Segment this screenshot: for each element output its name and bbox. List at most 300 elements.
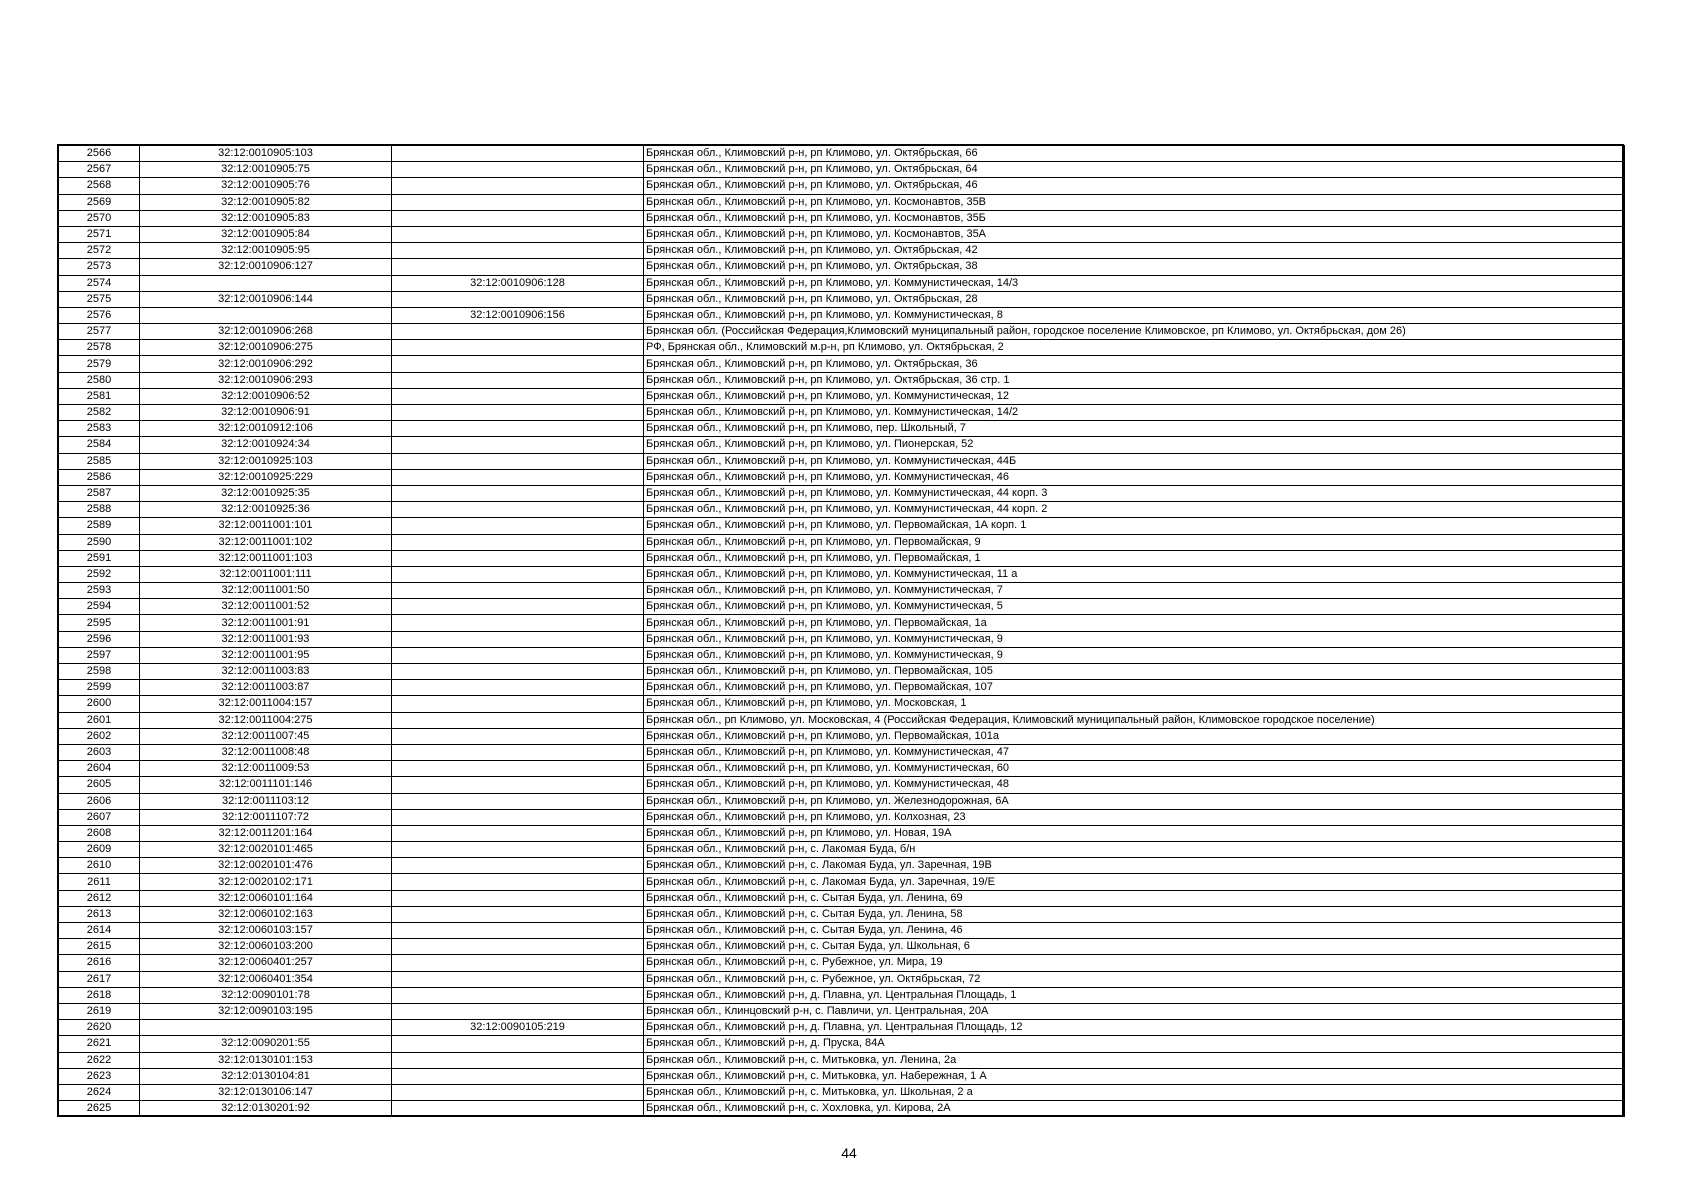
table-row [59,1036,1625,1052]
cadastral-number-cell: 32:12:0011107:72 [140,809,392,825]
cadastral-number-cell: 32:12:0010912:106 [140,421,392,437]
row-number-cell: 2583 [59,421,140,437]
cadastral-number-alt-cell [392,923,644,939]
row-number-cell: 2604 [59,761,140,777]
cadastral-number-alt-cell [392,615,644,631]
cadastral-number-alt-cell [392,1084,644,1100]
cadastral-number-alt-cell [392,599,644,615]
row-number-cell: 2587 [59,485,140,501]
address-cell: Брянская обл., Климовский р-н, рп Климово, пер. Школьный, 7 [644,421,1625,437]
row-number-cell: 2619 [59,1003,140,1019]
row-number-cell: 2586 [59,469,140,485]
row-number-cell: 2582 [59,405,140,421]
cadastral-number-cell: 32:12:0011001:102 [140,534,392,550]
table-row [59,825,1625,841]
table-row [59,324,1625,340]
row-number-cell: 2578 [59,340,140,356]
address-cell: Брянская обл., Климовский р-н, рп Климово, ул. Первомайская, 105 [644,664,1625,680]
cadastral-number-alt-cell [392,453,644,469]
cadastral-number-cell: 32:12:0130106:147 [140,1084,392,1100]
address-cell: Брянская обл., Климовский р-н, рп Климово, ул. Пионерская, 52 [644,437,1625,453]
address-cell: Брянская обл., Климовский р-н, рп Климово, ул. Первомайская, 107 [644,680,1625,696]
row-number-cell: 2580 [59,372,140,388]
address-cell: Брянская обл., Климовский р-н, рп Климово, ул. Колхозная, 23 [644,809,1625,825]
cadastral-number-cell [140,275,392,291]
table-row [59,939,1625,955]
table-row [59,1101,1625,1117]
row-number-cell: 2590 [59,534,140,550]
address-cell: Брянская обл., Климовский р-н, рп Климово, ул. Первомайская, 1А корп. 1 [644,518,1625,534]
table-row [59,469,1625,485]
address-cell: Брянская обл., Климовский р-н, рп Климово, ул. Октябрьская, 46 [644,178,1625,194]
address-cell: Брянская обл. (Российская Федерация,Климовский муниципальный район, городское поселение Климовское, рп Климово, ул. Октябрьская, дом 26) [644,324,1625,340]
cadastral-number-alt-cell: 32:12:0090105:219 [392,1020,644,1036]
address-cell: Брянская обл., Климовский р-н, рп Климово, ул. Коммунистическая, 44Б [644,453,1625,469]
cadastral-number-cell: 32:12:0011001:52 [140,599,392,615]
table-row [59,1020,1625,1036]
table-row [59,453,1625,469]
table-row [59,615,1625,631]
cadastral-number-cell: 32:12:0010906:268 [140,324,392,340]
cadastral-number-cell: 32:12:0011008:48 [140,744,392,760]
cadastral-number-cell: 32:12:0011001:101 [140,518,392,534]
row-number-cell: 2593 [59,583,140,599]
row-number-cell: 2576 [59,307,140,323]
address-cell: Брянская обл., Климовский р-н, рп Климово, ул. Космонавтов, 35А [644,226,1625,242]
row-number-cell: 2622 [59,1052,140,1068]
cadastral-number-cell: 32:12:0090101:78 [140,987,392,1003]
row-number-cell: 2607 [59,809,140,825]
cadastral-number-cell: 32:12:0011003:83 [140,664,392,680]
row-number-cell: 2613 [59,906,140,922]
table-row [59,664,1625,680]
row-number-cell: 2594 [59,599,140,615]
cadastral-number-cell: 32:12:0011001:93 [140,631,392,647]
cadastral-number-cell: 32:12:0010906:293 [140,372,392,388]
cadastral-number-cell: 32:12:0130101:153 [140,1052,392,1068]
table-row [59,194,1625,210]
address-cell: Брянская обл., Климовский р-н, рп Климово, ул. Коммунистическая, 12 [644,388,1625,404]
address-cell: Брянская обл., Климовский р-н, с. Сытая Буда, ул. Ленина, 58 [644,906,1625,922]
cadastral-number-cell: 32:12:0011007:45 [140,728,392,744]
table-row [59,340,1625,356]
row-number-cell: 2566 [59,146,140,162]
cadastral-number-cell: 32:12:0060103:200 [140,939,392,955]
row-number-cell: 2589 [59,518,140,534]
address-cell: Брянская обл., Климовский р-н, с. Хохловка, ул. Кирова, 2А [644,1101,1625,1117]
cadastral-number-alt-cell [392,162,644,178]
row-number-cell: 2614 [59,923,140,939]
row-number-cell: 2625 [59,1101,140,1117]
address-cell: Брянская обл., Климовский р-н, рп Климово, ул. Первомайская, 101а [644,728,1625,744]
cadastral-number-cell: 32:12:0010906:275 [140,340,392,356]
table-row [59,437,1625,453]
table-row [59,647,1625,663]
table-row [59,987,1625,1003]
table-row [59,599,1625,615]
cadastral-number-alt-cell [392,728,644,744]
table-row [59,162,1625,178]
cadastral-number-cell: 32:12:0011201:164 [140,825,392,841]
cadastral-number-cell: 32:12:0011001:50 [140,583,392,599]
row-number-cell: 2570 [59,210,140,226]
table-row [59,307,1625,323]
row-number-cell: 2585 [59,453,140,469]
cadastral-number-cell: 32:12:0010905:83 [140,210,392,226]
address-cell: Брянская обл., Климовский р-н, рп Климово, ул. Октябрьская, 42 [644,243,1625,259]
table-row [59,923,1625,939]
address-cell: Брянская обл., Климовский р-н, с. Лакомая Буда, б/н [644,842,1625,858]
address-cell: Брянская обл., Климовский р-н, рп Климово, ул. Коммунистическая, 47 [644,744,1625,760]
cadastral-number-alt-cell [392,405,644,421]
table-row [59,761,1625,777]
address-cell: Брянская обл., Климовский р-н, рп Климово, ул. Октябрьская, 36 [644,356,1625,372]
address-cell: РФ, Брянская обл., Климовский м.р-н, рп Климово, ул. Октябрьская, 2 [644,340,1625,356]
cadastral-number-cell: 32:12:0011101:146 [140,777,392,793]
cadastral-number-alt-cell [392,421,644,437]
address-cell: Брянская обл., Климовский р-н, рп Климово, ул. Космонавтов, 35Б [644,210,1625,226]
cadastral-number-cell [140,307,392,323]
address-cell: Брянская обл., Климовский р-н, с. Сытая Буда, ул. Школьная, 6 [644,939,1625,955]
row-number-cell: 2600 [59,696,140,712]
cadastral-number-cell: 32:12:0130104:81 [140,1068,392,1084]
cadastral-number-cell: 32:12:0010906:292 [140,356,392,372]
address-cell: Брянская обл., Климовский р-н, рп Климово, ул. Первомайская, 9 [644,534,1625,550]
row-number-cell: 2624 [59,1084,140,1100]
cadastral-number-cell: 32:12:0011103:12 [140,793,392,809]
cadastral-number-alt-cell [392,485,644,501]
cadastral-number-alt-cell [392,146,644,162]
address-cell: Брянская обл., Климовский р-н, с. Рубежное, ул. Октябрьская, 72 [644,971,1625,987]
address-cell: Брянская обл., Климовский р-н, рп Климово, ул. Коммунистическая, 9 [644,647,1625,663]
address-cell: Брянская обл., Климовский р-н, д. Пруска, 84А [644,1036,1625,1052]
row-number-cell: 2618 [59,987,140,1003]
row-number-cell: 2617 [59,971,140,987]
row-number-cell: 2584 [59,437,140,453]
table-row [59,550,1625,566]
row-number-cell: 2592 [59,566,140,582]
table-row [59,243,1625,259]
table-row [59,372,1625,388]
row-number-cell: 2601 [59,712,140,728]
row-number-cell: 2598 [59,664,140,680]
table-row [59,502,1625,518]
table-row [59,728,1625,744]
page-number: 44 [841,1145,857,1161]
row-number-cell: 2623 [59,1068,140,1084]
cadastral-number-alt-cell [392,550,644,566]
row-number-cell: 2608 [59,825,140,841]
row-number-cell: 2597 [59,647,140,663]
table-row [59,356,1625,372]
table-row [59,210,1625,226]
address-cell: Брянская обл., Климовский р-н, рп Климово, ул. Коммунистическая, 46 [644,469,1625,485]
address-cell: Брянская обл., Климовский р-н, д. Плавна, ул. Центральная Площадь, 1 [644,987,1625,1003]
row-number-cell: 2605 [59,777,140,793]
registry-table [58,145,1625,1117]
table-row [59,955,1625,971]
row-number-cell: 2596 [59,631,140,647]
cadastral-number-alt-cell [392,324,644,340]
address-cell: Брянская обл., Климовский р-н, рп Климово, ул. Коммунистическая, 44 корп. 3 [644,485,1625,501]
table-row [59,259,1625,275]
cadastral-number-alt-cell [392,291,644,307]
cadastral-number-cell: 32:12:0011001:111 [140,566,392,582]
table-row [59,971,1625,987]
cadastral-number-alt-cell [392,566,644,582]
cadastral-number-cell: 32:12:0011001:95 [140,647,392,663]
cadastral-number-alt-cell [392,178,644,194]
address-cell: Брянская обл., Климовский р-н, рп Климово, ул. Коммунистическая, 5 [644,599,1625,615]
table-row [59,712,1625,728]
address-cell: Брянская обл., Клинцовский р-н, с. Павличи, ул. Центральная, 20А [644,1003,1625,1019]
table-row [59,1003,1625,1019]
row-number-cell: 2574 [59,275,140,291]
cadastral-number-cell: 32:12:0010906:127 [140,259,392,275]
row-number-cell: 2568 [59,178,140,194]
cadastral-number-alt-cell [392,664,644,680]
address-cell: Брянская обл., Климовский р-н, рп Климово, ул. Октябрьская, 64 [644,162,1625,178]
cadastral-number-alt-cell [392,874,644,890]
cadastral-number-alt-cell [392,971,644,987]
row-number-cell: 2621 [59,1036,140,1052]
cadastral-number-alt-cell [392,647,644,663]
table-row [59,874,1625,890]
cadastral-number-cell: 32:12:0060401:354 [140,971,392,987]
table-row [59,890,1625,906]
address-cell: Брянская обл., Климовский р-н, рп Климово, ул. Московская, 1 [644,696,1625,712]
cadastral-number-alt-cell [392,210,644,226]
cadastral-number-alt-cell [392,842,644,858]
cadastral-number-cell: 32:12:0010925:35 [140,485,392,501]
cadastral-number-cell: 32:12:0060401:257 [140,955,392,971]
cadastral-number-cell: 32:12:0010906:52 [140,388,392,404]
cadastral-number-cell: 32:12:0020101:465 [140,842,392,858]
address-cell: Брянская обл., Климовский р-н, с. Лакомая Буда, ул. Заречная, 19/Е [644,874,1625,890]
address-cell: Брянская обл., Климовский р-н, с. Рубежное, ул. Мира, 19 [644,955,1625,971]
address-cell: Брянская обл., Климовский р-н, с. Лакомая Буда, ул. Заречная, 19В [644,858,1625,874]
table-row [59,809,1625,825]
cadastral-number-alt-cell [392,437,644,453]
cadastral-number-cell: 32:12:0011003:87 [140,680,392,696]
table-row [59,680,1625,696]
table-row [59,906,1625,922]
cadastral-number-alt-cell [392,939,644,955]
cadastral-number-cell: 32:12:0090201:55 [140,1036,392,1052]
cadastral-number-alt-cell [392,226,644,242]
cadastral-number-alt-cell [392,955,644,971]
cadastral-number-cell: 32:12:0010905:84 [140,226,392,242]
row-number-cell: 2573 [59,259,140,275]
table-row [59,388,1625,404]
address-cell: Брянская обл., Климовский р-н, рп Климово, ул. Первомайская, 1а [644,615,1625,631]
table-row [59,744,1625,760]
cadastral-number-alt-cell [392,1068,644,1084]
table-row [59,631,1625,647]
cadastral-number-alt-cell: 32:12:0010906:128 [392,275,644,291]
cadastral-number-cell: 32:12:0060102:163 [140,906,392,922]
cadastral-number-cell: 32:12:0010925:103 [140,453,392,469]
row-number-cell: 2599 [59,680,140,696]
address-cell: Брянская обл., Климовский р-н, с. Сытая Буда, ул. Ленина, 46 [644,923,1625,939]
cadastral-number-cell [140,1020,392,1036]
table-row [59,485,1625,501]
row-number-cell: 2569 [59,194,140,210]
address-cell: Брянская обл., Климовский р-н, с. Сытая Буда, ул. Ленина, 69 [644,890,1625,906]
row-number-cell: 2567 [59,162,140,178]
cadastral-number-alt-cell [392,469,644,485]
row-number-cell: 2575 [59,291,140,307]
address-cell: Брянская обл., Климовский р-н, д. Плавна, ул. Центральная Площадь, 12 [644,1020,1625,1036]
table-row [59,566,1625,582]
table-row [59,291,1625,307]
row-number-cell: 2581 [59,388,140,404]
table-row [59,405,1625,421]
cadastral-number-cell: 32:12:0060101:164 [140,890,392,906]
table-row [59,793,1625,809]
cadastral-number-alt-cell [392,518,644,534]
cadastral-number-cell: 32:12:0011001:103 [140,550,392,566]
cadastral-number-alt-cell [392,388,644,404]
cadastral-number-alt-cell [392,680,644,696]
row-number-cell: 2588 [59,502,140,518]
table-row [59,226,1625,242]
address-cell: Брянская обл., Климовский р-н, рп Климово, ул. Коммунистическая, 48 [644,777,1625,793]
row-number-cell: 2603 [59,744,140,760]
table-row [59,696,1625,712]
cadastral-number-alt-cell [392,744,644,760]
cadastral-number-cell: 32:12:0020101:476 [140,858,392,874]
address-cell: Брянская обл., Климовский р-н, рп Климово, ул. Октябрьская, 36 стр. 1 [644,372,1625,388]
cadastral-number-cell: 32:12:0011001:91 [140,615,392,631]
address-cell: Брянская обл., рп Климово, ул. Московская, 4 (Российская Федерация, Климовский муниципальный район, Климовское городское поселение) [644,712,1625,728]
row-number-cell: 2612 [59,890,140,906]
cadastral-number-alt-cell [392,777,644,793]
cadastral-number-alt-cell [392,356,644,372]
table-body [59,146,1625,1117]
cadastral-number-alt-cell: 32:12:0010906:156 [392,307,644,323]
address-cell: Брянская обл., Климовский р-н, с. Митьковка, ул. Школьная, 2 а [644,1084,1625,1100]
cadastral-number-cell: 32:12:0010906:91 [140,405,392,421]
address-cell: Брянская обл., Климовский р-н, рп Климово, ул. Первомайская, 1 [644,550,1625,566]
row-number-cell: 2620 [59,1020,140,1036]
cadastral-number-cell: 32:12:0130201:92 [140,1101,392,1117]
address-cell: Брянская обл., Климовский р-н, рп Климово, ул. Октябрьская, 38 [644,259,1625,275]
cadastral-number-cell: 32:12:0010905:103 [140,146,392,162]
cadastral-number-alt-cell [392,858,644,874]
row-number-cell: 2595 [59,615,140,631]
address-cell: Брянская обл., Климовский р-н, рп Климово, ул. Октябрьская, 66 [644,146,1625,162]
cadastral-number-alt-cell [392,1003,644,1019]
cadastral-number-cell: 32:12:0090103:195 [140,1003,392,1019]
address-cell: Брянская обл., Климовский р-н, рп Климово, ул. Коммунистическая, 7 [644,583,1625,599]
table-row [59,275,1625,291]
cadastral-number-alt-cell [392,712,644,728]
row-number-cell: 2615 [59,939,140,955]
cadastral-number-cell: 32:12:0010925:229 [140,469,392,485]
table-row [59,1068,1625,1084]
row-number-cell: 2577 [59,324,140,340]
row-number-cell: 2579 [59,356,140,372]
table-row [59,178,1625,194]
address-cell: Брянская обл., Климовский р-н, с. Митьковка, ул. Ленина, 2а [644,1052,1625,1068]
cadastral-number-cell: 32:12:0010924:34 [140,437,392,453]
table-row [59,1084,1625,1100]
cadastral-number-alt-cell [392,906,644,922]
cadastral-number-alt-cell [392,631,644,647]
row-number-cell: 2616 [59,955,140,971]
cadastral-number-cell: 32:12:0010906:144 [140,291,392,307]
cadastral-number-cell: 32:12:0011004:275 [140,712,392,728]
table-row [59,421,1625,437]
cadastral-number-alt-cell [392,243,644,259]
row-number-cell: 2611 [59,874,140,890]
cadastral-number-alt-cell [392,340,644,356]
cadastral-number-alt-cell [392,761,644,777]
address-cell: Брянская обл., Климовский р-н, рп Климово, ул. Коммунистическая, 9 [644,631,1625,647]
address-cell: Брянская обл., Климовский р-н, рп Климово, ул. Коммунистическая, 14/2 [644,405,1625,421]
cadastral-number-alt-cell [392,1036,644,1052]
cadastral-number-alt-cell [392,696,644,712]
cadastral-number-alt-cell [392,534,644,550]
cadastral-number-alt-cell [392,825,644,841]
cadastral-number-cell: 32:12:0011004:157 [140,696,392,712]
table-row [59,1052,1625,1068]
row-number-cell: 2571 [59,226,140,242]
cadastral-number-alt-cell [392,809,644,825]
row-number-cell: 2610 [59,858,140,874]
cadastral-number-alt-cell [392,793,644,809]
table-row [59,858,1625,874]
cadastral-number-alt-cell [392,259,644,275]
cadastral-number-cell: 32:12:0010905:82 [140,194,392,210]
address-cell: Брянская обл., Климовский р-н, рп Климово, ул. Коммунистическая, 8 [644,307,1625,323]
cadastral-number-cell: 32:12:0010925:36 [140,502,392,518]
table-row [59,583,1625,599]
address-cell: Брянская обл., Климовский р-н, рп Климово, ул. Коммунистическая, 11 а [644,566,1625,582]
cadastral-number-alt-cell [392,890,644,906]
table-row [59,777,1625,793]
address-cell: Брянская обл., Климовский р-н, рп Климово, ул. Новая, 19А [644,825,1625,841]
cadastral-number-cell: 32:12:0010905:76 [140,178,392,194]
address-cell: Брянская обл., Климовский р-н, рп Климово, ул. Октябрьская, 28 [644,291,1625,307]
cadastral-number-cell: 32:12:0011009:53 [140,761,392,777]
row-number-cell: 2606 [59,793,140,809]
cadastral-number-alt-cell [392,987,644,1003]
table-row [59,842,1625,858]
cadastral-number-alt-cell [392,502,644,518]
cadastral-number-cell: 32:12:0020102:171 [140,874,392,890]
cadastral-number-cell: 32:12:0010905:75 [140,162,392,178]
row-number-cell: 2602 [59,728,140,744]
cadastral-number-alt-cell [392,372,644,388]
address-cell: Брянская обл., Климовский р-н, рп Климово, ул. Коммунистическая, 60 [644,761,1625,777]
address-cell: Брянская обл., Климовский р-н, с. Митьковка, ул. Набережная, 1 А [644,1068,1625,1084]
table-row [59,534,1625,550]
address-cell: Брянская обл., Климовский р-н, рп Климово, ул. Коммунистическая, 14/3 [644,275,1625,291]
cadastral-number-alt-cell [392,194,644,210]
cadastral-number-alt-cell [392,1101,644,1117]
cadastral-number-cell: 32:12:0060103:157 [140,923,392,939]
address-cell: Брянская обл., Климовский р-н, рп Климово, ул. Коммунистическая, 44 корп. 2 [644,502,1625,518]
address-cell: Брянская обл., Климовский р-н, рп Климово, ул. Железнодорожная, 6А [644,793,1625,809]
cadastral-number-alt-cell [392,1052,644,1068]
row-number-cell: 2591 [59,550,140,566]
table-row [59,518,1625,534]
cadastral-number-cell: 32:12:0010905:95 [140,243,392,259]
table-row [59,146,1625,162]
row-number-cell: 2572 [59,243,140,259]
